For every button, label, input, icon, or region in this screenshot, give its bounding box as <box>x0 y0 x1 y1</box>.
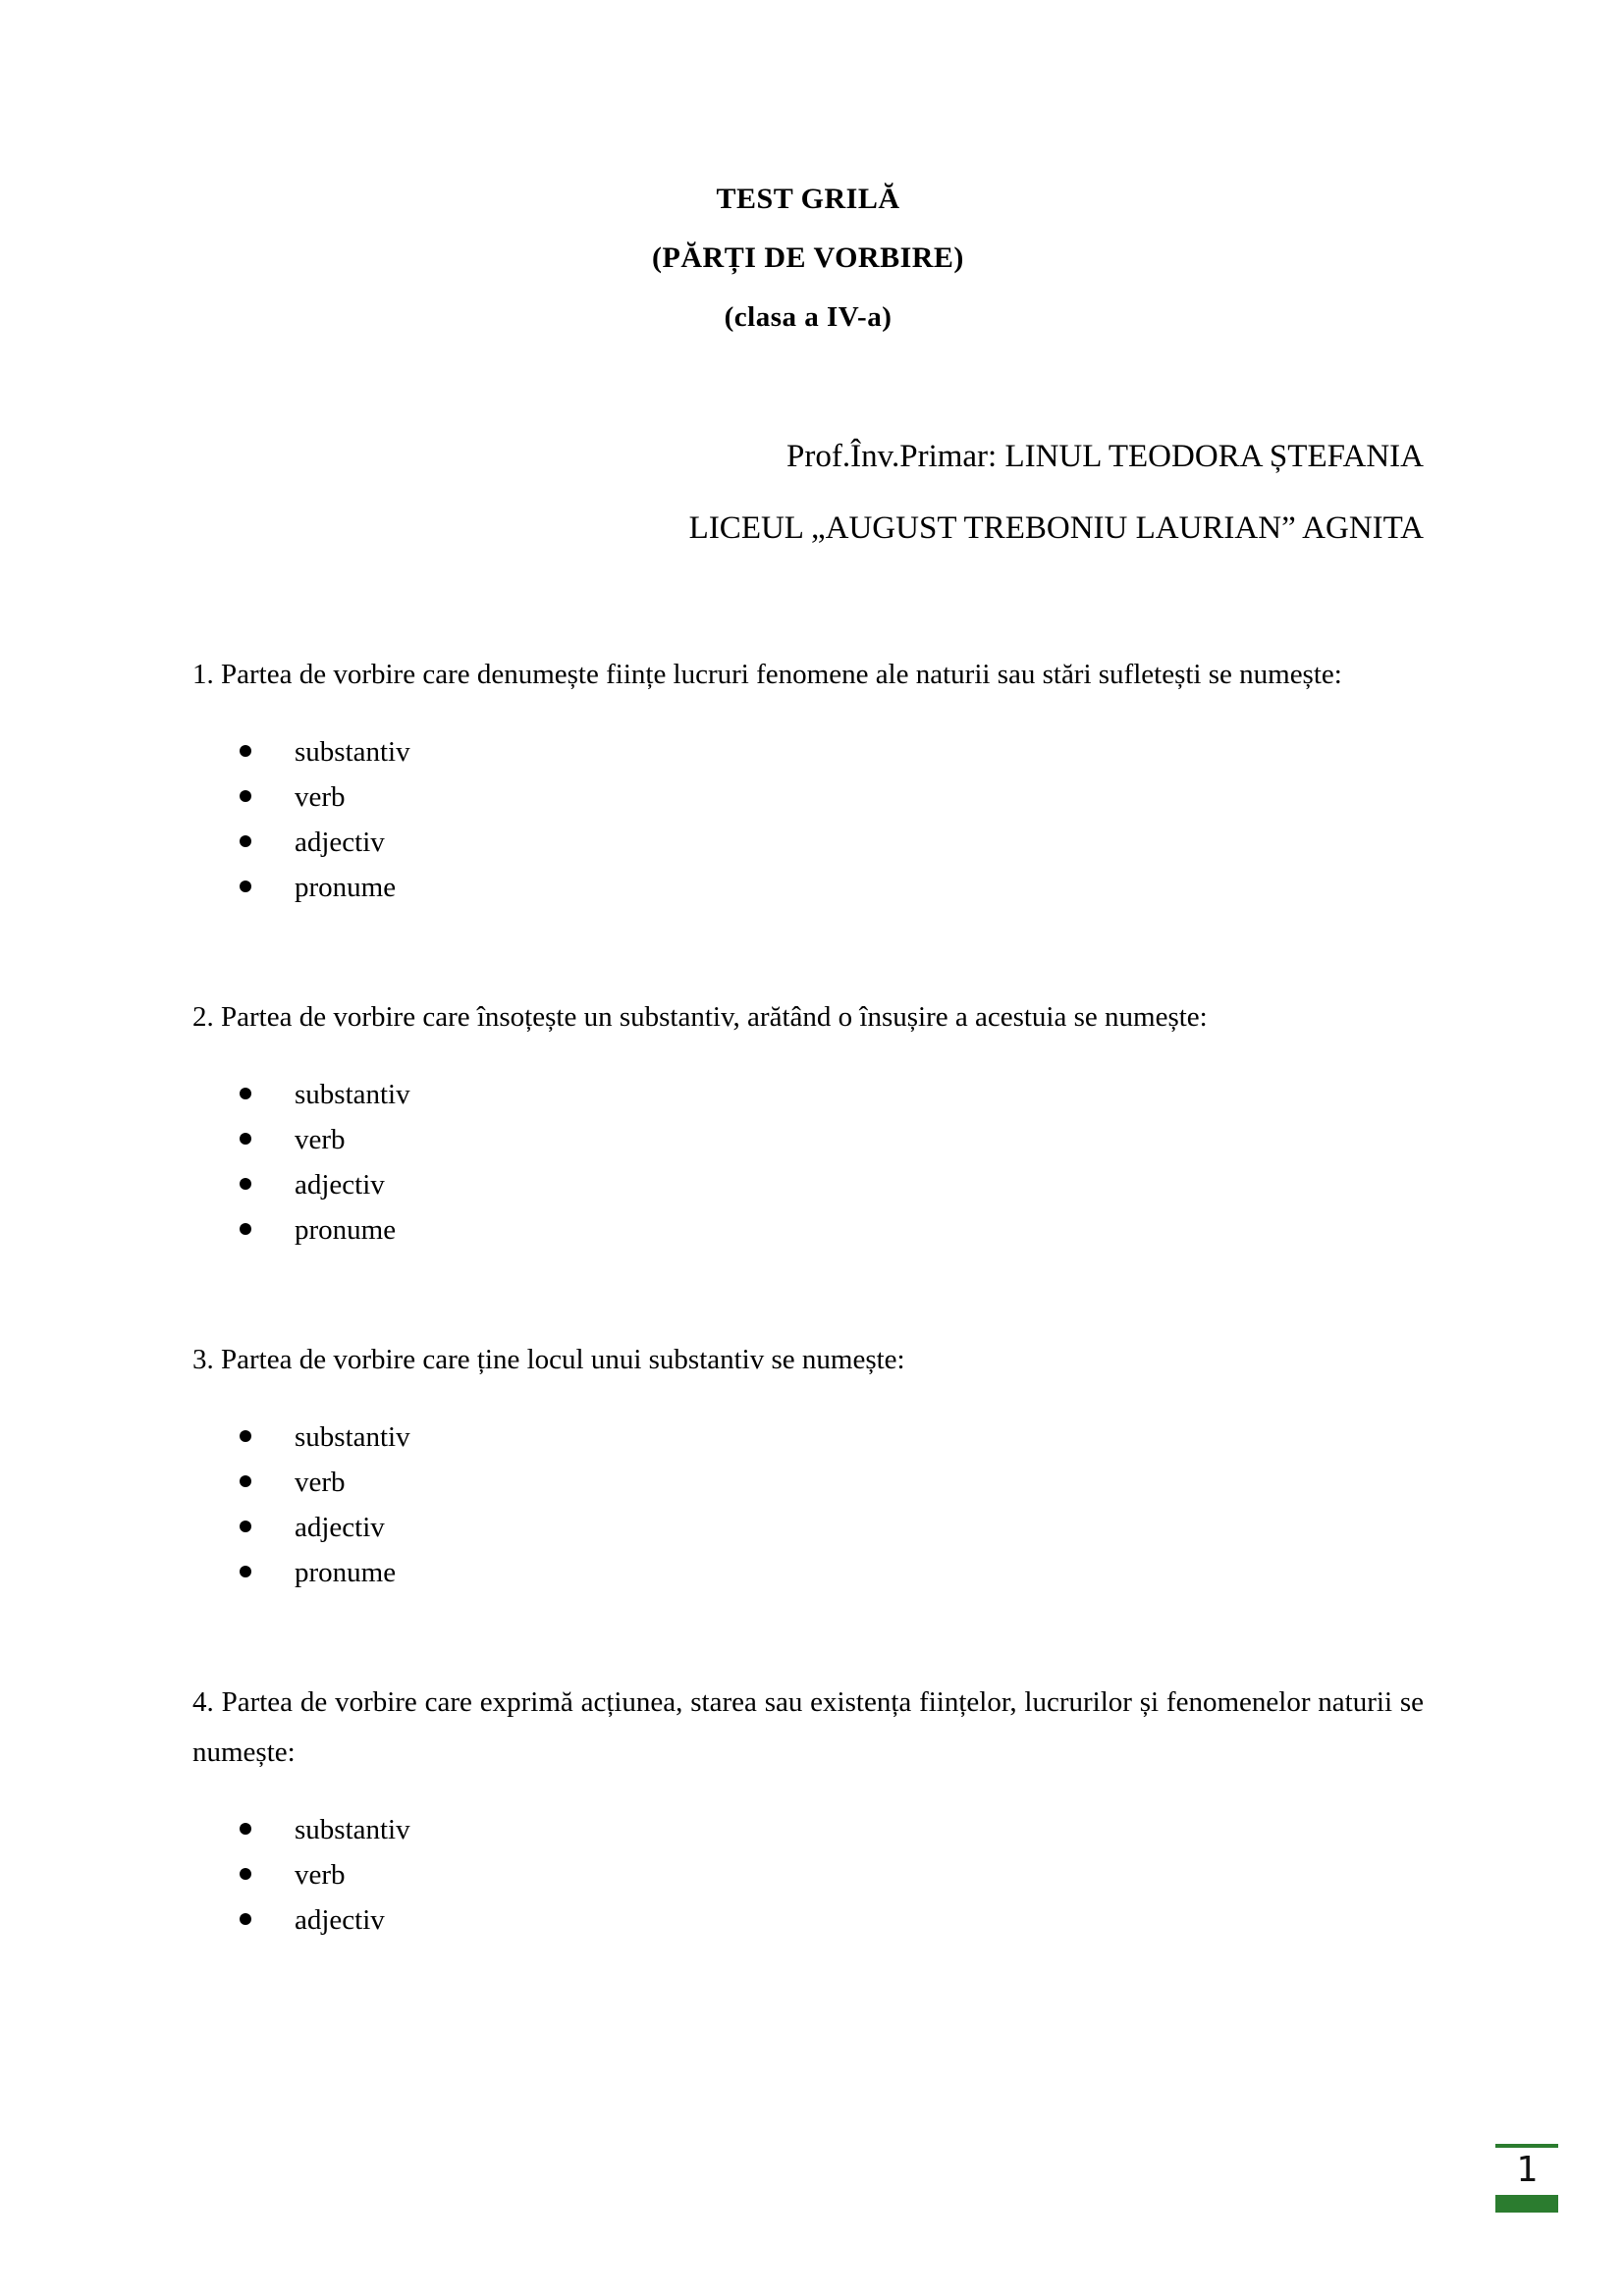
bullet-icon <box>240 881 251 892</box>
question-3 <box>192 1335 1424 1595</box>
bullet-icon <box>240 1521 251 1532</box>
list-item <box>192 1852 1424 1897</box>
question-text: 2. Partea de vorbire care însoțește un substantiv, arătând o însușire a acestuia se numește: <box>192 1001 1208 1033</box>
option-label: pronume <box>295 872 397 903</box>
bullet-icon <box>240 745 251 757</box>
question-1 <box>192 650 1424 910</box>
option-label: adjectiv <box>295 1904 385 1936</box>
bullet-icon <box>240 1223 251 1235</box>
bullet-icon <box>240 1430 251 1442</box>
list-item <box>192 1117 1424 1162</box>
author-block <box>192 437 1424 548</box>
option-label: adjectiv <box>295 827 385 858</box>
question-text: 3. Partea de vorbire care ține locul unui substantiv se numește: <box>192 1344 905 1375</box>
question-text: 4. Partea de vorbire care exprimă acțiunea, starea sau existența ființelor, lucrurilor și fenomenelor naturii se numește: <box>192 1686 1424 1768</box>
options-list <box>192 1807 1424 1943</box>
list-item <box>192 729 1424 774</box>
bullet-icon <box>240 1566 251 1577</box>
list-item <box>192 1207 1424 1253</box>
bullet-icon <box>240 1088 251 1099</box>
bullet-icon <box>240 1868 251 1880</box>
document-header <box>192 182 1424 335</box>
list-item <box>192 1897 1424 1943</box>
list-item <box>192 774 1424 820</box>
list-item <box>192 1505 1424 1550</box>
list-item <box>192 1415 1424 1460</box>
page-number: 1 <box>1516 2150 1538 2190</box>
list-item <box>192 1807 1424 1852</box>
grade-line: (clasa a IV-a) <box>724 301 893 333</box>
question-2 <box>192 992 1424 1253</box>
option-label: substantiv <box>295 1421 410 1453</box>
list-item <box>192 1162 1424 1207</box>
option-label: substantiv <box>295 1079 410 1110</box>
bullet-icon <box>240 835 251 847</box>
options-list <box>192 1415 1424 1595</box>
bullet-icon <box>240 1475 251 1487</box>
bullet-icon <box>240 1133 251 1145</box>
option-label: adjectiv <box>295 1512 385 1543</box>
list-item <box>192 1550 1424 1595</box>
bullet-icon <box>240 1913 251 1925</box>
school-line: LICEUL „AUGUST TREBONIU LAURIAN” AGNITA <box>688 510 1424 546</box>
option-label: substantiv <box>295 736 410 768</box>
list-item <box>192 1460 1424 1505</box>
list-item <box>192 1072 1424 1117</box>
option-label: verb <box>295 781 346 813</box>
page-footer <box>1495 2144 1558 2213</box>
page-subtitle: (PĂRȚI DE VORBIRE) <box>652 241 964 274</box>
footer-bar-icon <box>1495 2195 1558 2213</box>
list-item <box>192 820 1424 865</box>
option-label: adjectiv <box>295 1169 385 1201</box>
list-item <box>192 865 1424 910</box>
option-label: pronume <box>295 1214 397 1246</box>
page-title: TEST GRILĂ <box>716 183 900 215</box>
options-list <box>192 729 1424 910</box>
option-label: verb <box>295 1467 346 1498</box>
question-4 <box>192 1678 1424 1943</box>
option-label: verb <box>295 1124 346 1155</box>
option-label: substantiv <box>295 1814 410 1845</box>
author-line: Prof.Înv.Primar: LINUL TEODORA ȘTEFANIA <box>786 439 1424 474</box>
options-list <box>192 1072 1424 1253</box>
bullet-icon <box>240 1823 251 1835</box>
question-text: 1. Partea de vorbire care denumește ființe lucruri fenomene ale naturii sau stări sufletești se numește: <box>192 659 1342 690</box>
option-label: pronume <box>295 1557 397 1588</box>
option-label: verb <box>295 1859 346 1891</box>
bullet-icon <box>240 790 251 802</box>
bullet-icon <box>240 1178 251 1190</box>
